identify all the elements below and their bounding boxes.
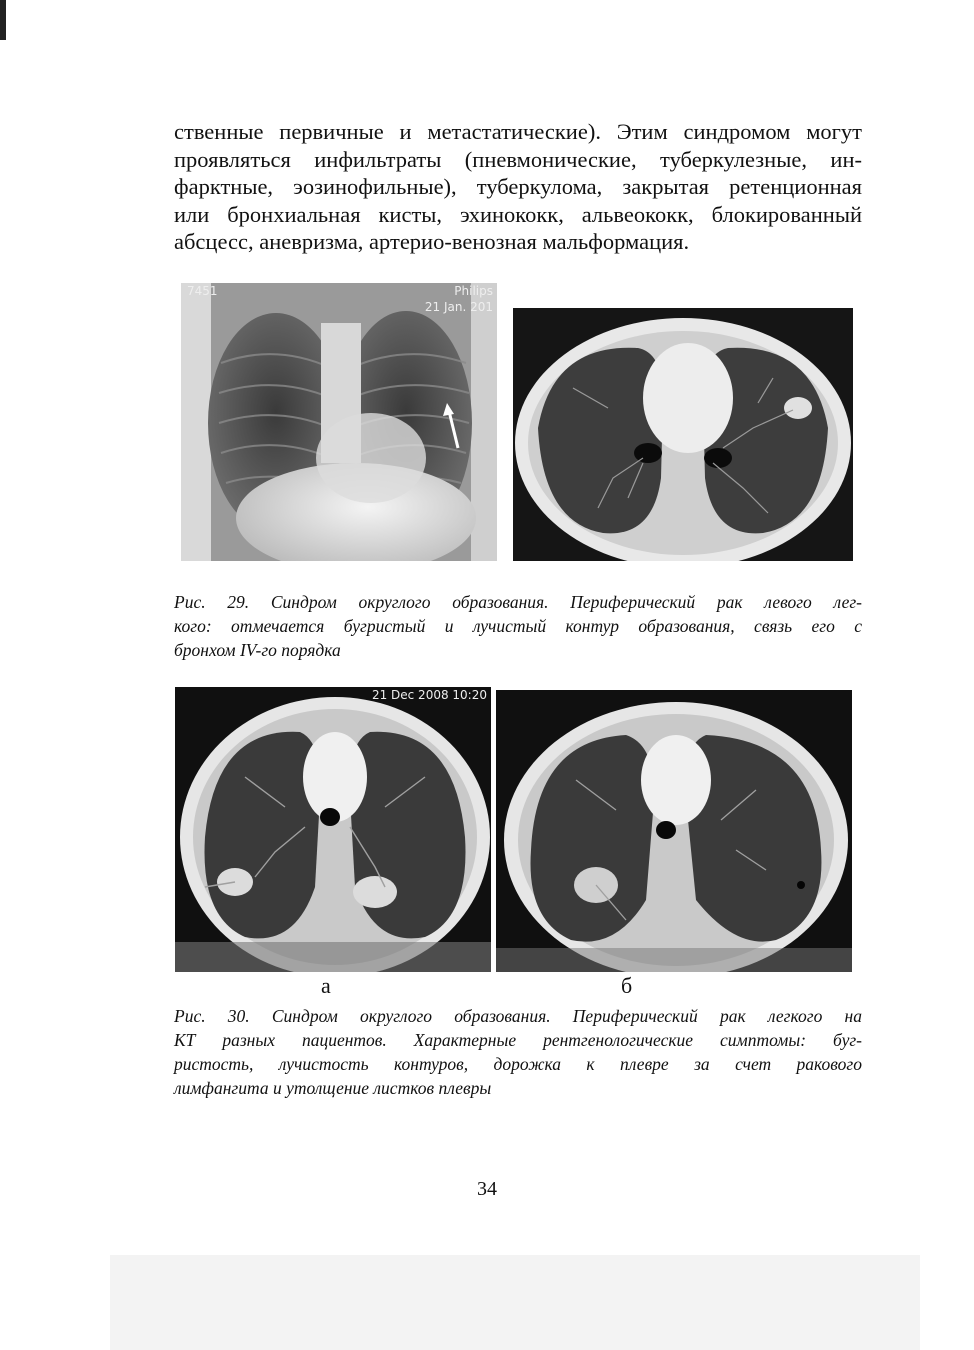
caption-line: бронхом IV-го порядка [174,640,341,660]
body-paragraph [174,118,862,256]
figure29-caption [174,590,862,662]
body-line: абсцесс, аневризма, артерио-венозная мальформация. [174,229,690,254]
figure30-sublabel-b: б [621,973,633,998]
caption-line: КТ разных пациентов. Характерные рентгенологические симптомы: буг- [174,1030,862,1050]
caption-line: кого: отмечается бугристый и лучистый контур образования, связь его с [174,616,862,636]
ct-scan-image-fig29 [513,308,853,561]
scan-shadow [110,1255,920,1350]
caption-line: ристость, лучистость контуров, дорожка к плевре за счет ракового [174,1054,862,1074]
xray-overlay-id: 7451 [187,284,218,298]
ct-scan-image-b [496,690,852,972]
caption-line: Рис. 30. Синдром округлого образования. Периферический рак легкого на [174,1006,862,1026]
body-line: проявляться инфильтраты (пневмонические, туберкулезные, ин- [174,146,862,172]
chest-xray-image [181,283,497,561]
body-line: фарктные, эозинофильные), туберкулома, закрытая ретенционная [174,174,862,199]
scan-edge [0,0,6,40]
body-line: ственные первичные и метастатические). Этим синдромом могут [174,119,862,144]
page-number: 34 [477,1178,497,1200]
figure30-caption [174,1004,862,1100]
caption-line: Рис. 29. Синдром округлого образования. Периферический рак левого лег- [174,592,862,612]
body-line: или бронхиальная кисты, эхинококк, альвеококк, блокированный [174,201,862,227]
xray-overlay-vendor: Philips [454,284,493,298]
caption-line: лимфангита и утолщение листков плевры [174,1078,492,1098]
figure30-sublabel-a: а [321,973,331,998]
ct-scan-image-a [175,687,491,972]
ct-overlay-date: 21 Dec 2008 10:20 [371,688,487,702]
xray-overlay-date: 21 Jan. 201 [424,300,493,314]
